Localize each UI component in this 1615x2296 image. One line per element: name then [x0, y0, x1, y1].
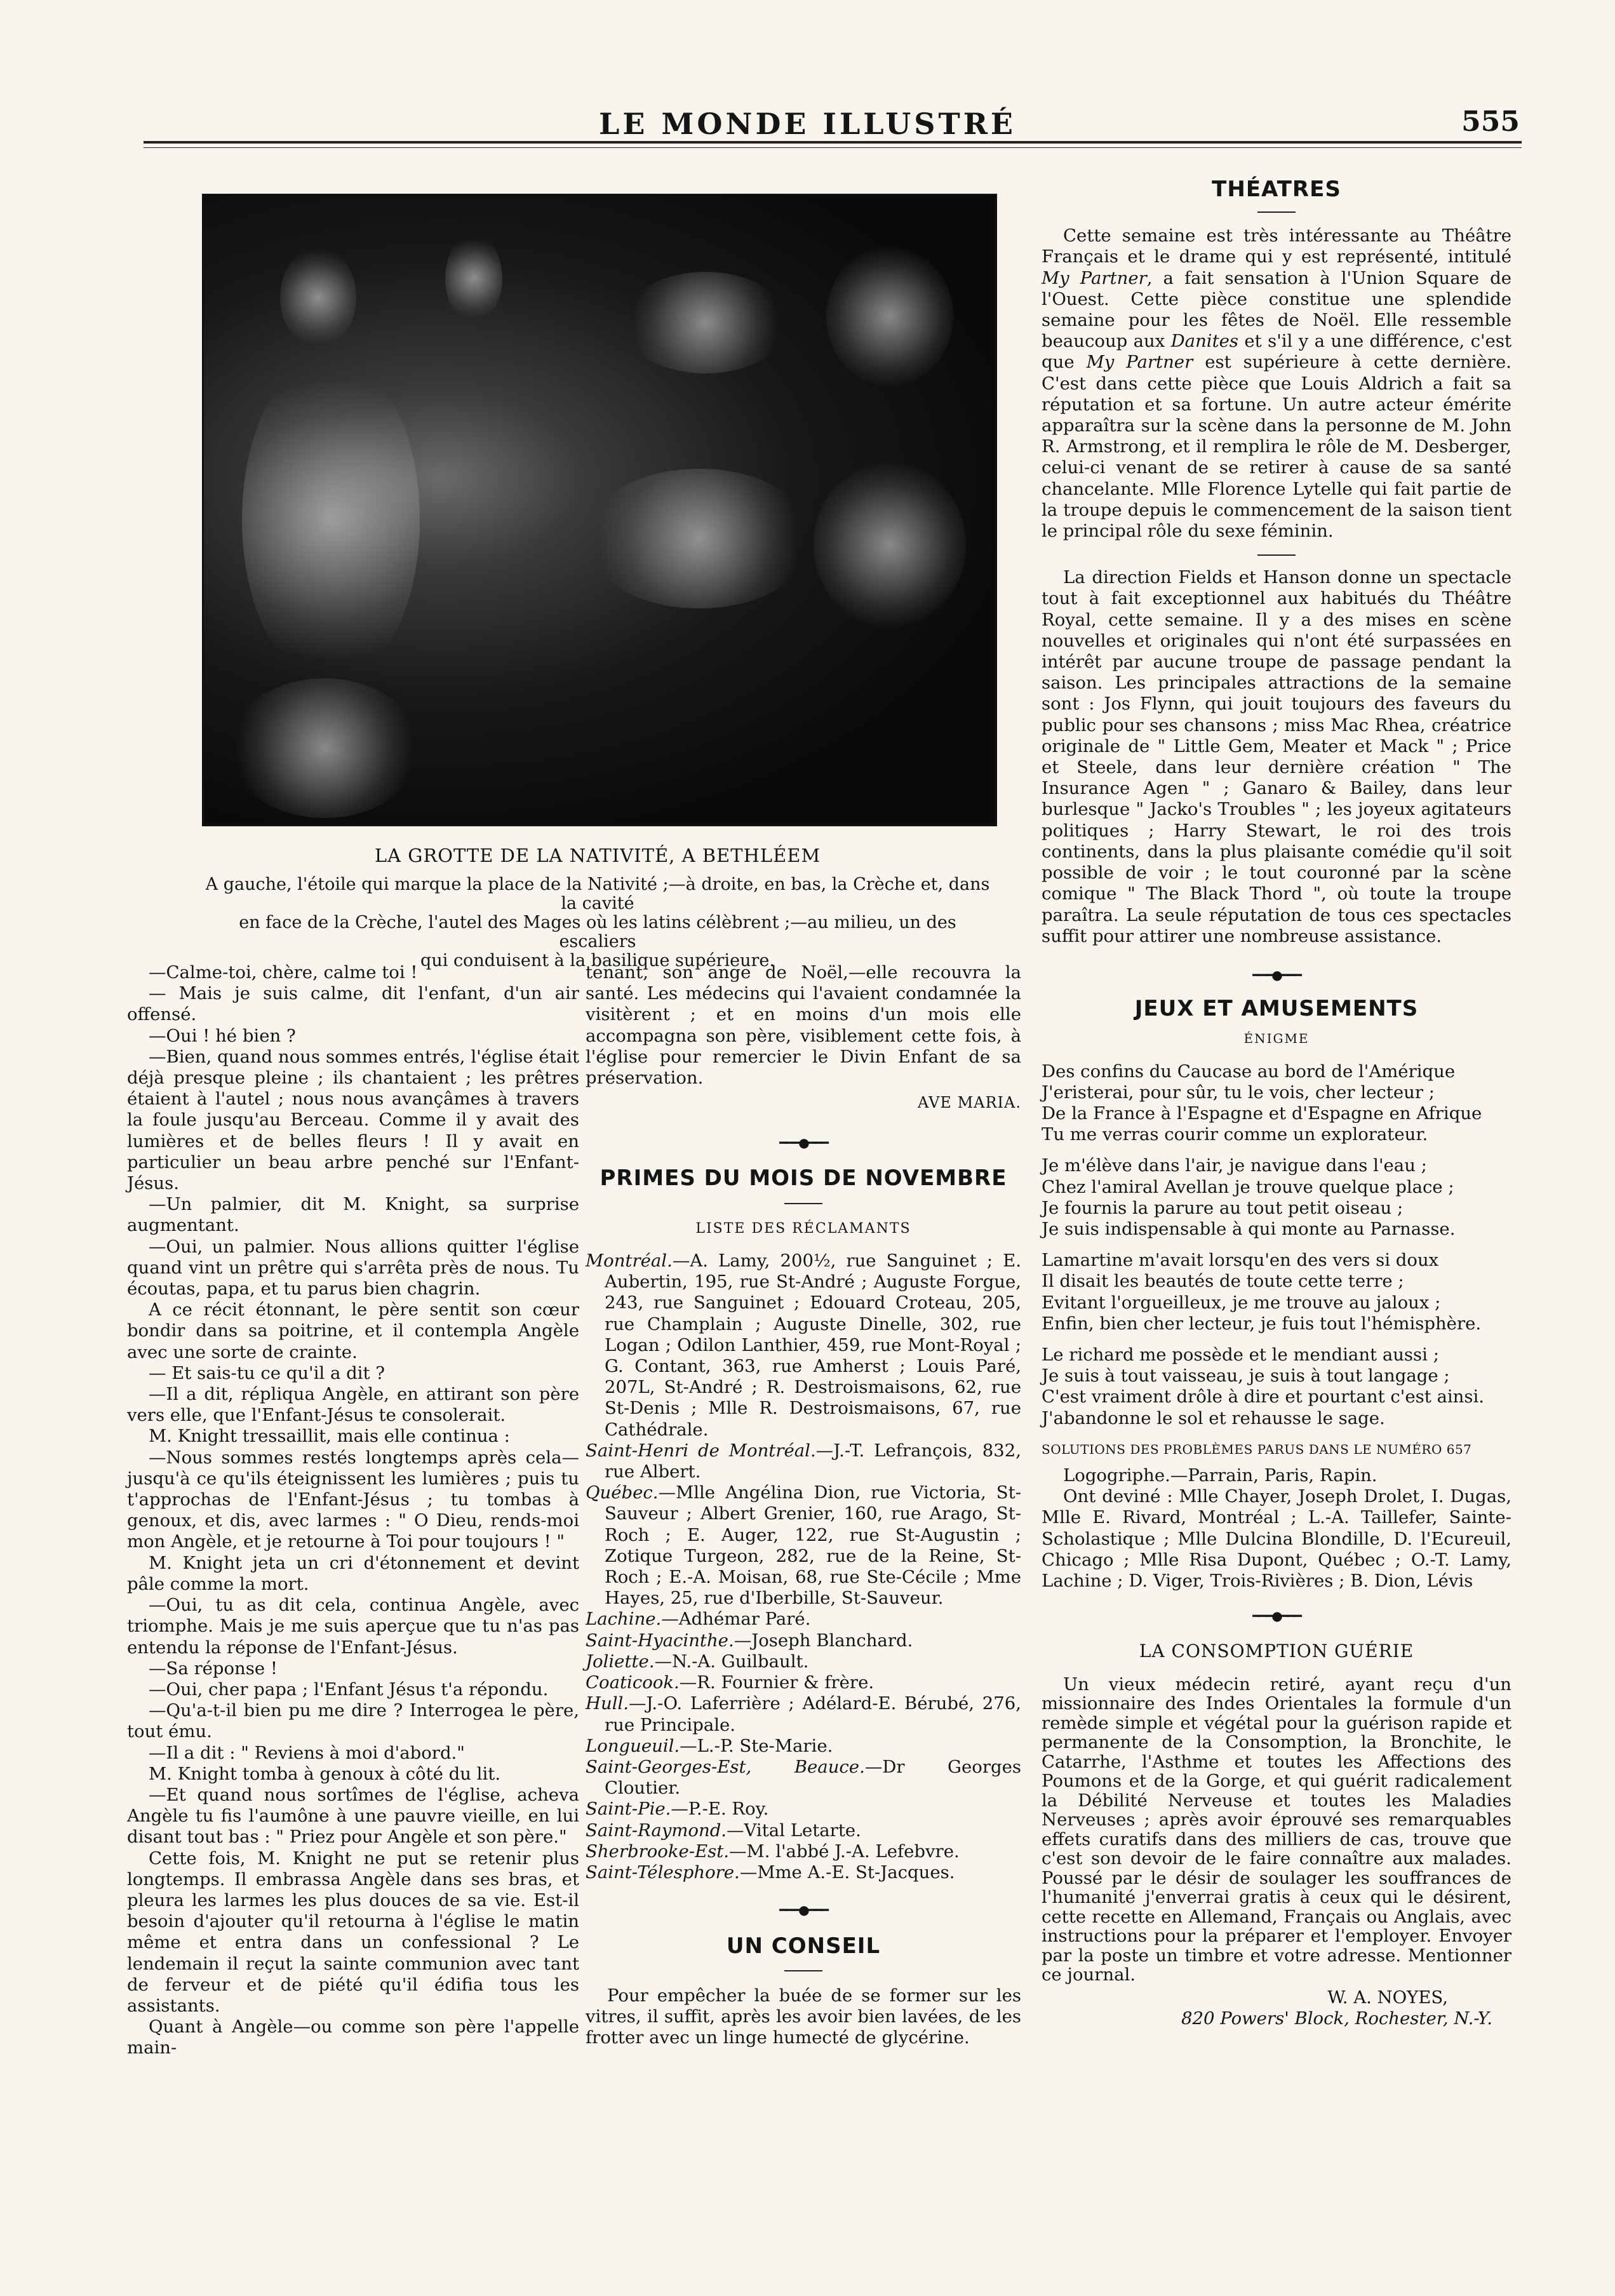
- primes-names: —J.-T. Lefrançois, 832, rue Albert.: [605, 1440, 1021, 1482]
- story-paragraph: M. Knight tressaillit, mais elle continua :: [149, 1426, 510, 1447]
- primes-place: Saint-Télesphore.: [586, 1862, 740, 1883]
- right-column: [1042, 179, 1511, 2029]
- text-run: est supérieure à cette dernière. C'est dans cette pièce que Louis Aldrich a fait sa réputation et sa fortune. Un autre acteur émérite apparaîtra sur la scène dans la personne de M. John R. Armstrong, et il remplira le rôle de M. Desberger, celui-ci venant de se retirer à cause de sa santé chancelante. Mlle Florence Lytelle qui fait partie de la troupe depuis le commencement de la saison tient le principal rôle du sexe féminin.: [1042, 352, 1511, 542]
- conseil-title: UN CONSEIL: [726, 1933, 881, 1959]
- primes-entry: [586, 1251, 1021, 1440]
- primes-place: Coaticook.: [586, 1672, 680, 1693]
- primes-names: —Vital Letarte.: [727, 1820, 861, 1841]
- play-title: Danites: [1170, 331, 1239, 352]
- story-column: [127, 962, 579, 2059]
- consomption-title: LA CONSOMPTION GUÉRIE: [1139, 1641, 1414, 1662]
- story-paragraph: — Mais je suis calme, dit l'enfant, d'un air offensé.: [127, 983, 579, 1025]
- enigme-poem: [1042, 1061, 1511, 1429]
- text-run: , a fait sensation à l'Union Square de l'Ouest. Cette pièce constitue une splendide semaine pour les fêtes de Noël. Elle ressemble beaucoup aux: [1042, 267, 1511, 352]
- primes-place: Saint-Georges-Est, Beauce.: [586, 1756, 865, 1777]
- header-rule: [144, 141, 1522, 144]
- story-paragraph: —Il a dit : " Reviens à moi d'abord.": [149, 1742, 465, 1763]
- consomption-signature: W. A. NOYES,: [1327, 1987, 1448, 2008]
- story-paragraph: —Bien, quand nous sommes entrés, l'église était déjà presque pleine ; ils chantaient ; les prêtres étaient à l'autel ; nous nous avançâmes à travers la foule jusqu'au Berceau. Comme il y avait des lumières et de belles fleurs ! Il y avait en particulier un beau arbre penché sur l'Enfant-Jésus.: [127, 1046, 579, 1194]
- story-paragraph: — Et sais-tu ce qu'il a dit ?: [149, 1362, 385, 1383]
- caption-line: A gauche, l'étoile qui marque la place de la Nativité ;—à droite, en bas, la Crèche et, dans la cavité: [205, 875, 990, 913]
- primes-title: PRIMES DU MOIS DE NOVEMBRE: [600, 1165, 1007, 1191]
- solutions-devine: Ont deviné : Mlle Chayer, Joseph Drolet, I. Dugas, Mlle E. Rivard, Montréal ; L.-A. Taillefer, Sainte-Scholastique ; Mlle Dulcina Blondille, D. l'Ecureuil, Chicago ; Mlle Risa Dupont, Québec ; O.-T. Lamy, Lachine ; D. Viger, Trois-Rivières ; B. Dion, Lévis: [1042, 1486, 1511, 1591]
- poem-stanza: [1042, 1155, 1511, 1240]
- consomption-address: 820 Powers' Block, Rochester, N.-Y.: [1181, 2008, 1492, 2029]
- primes-names: —R. Fournier & frère.: [679, 1672, 875, 1693]
- primes-entry: [586, 1630, 1021, 1651]
- primes-place: Saint-Hyacinthe.: [586, 1630, 734, 1651]
- title-rule: [784, 1970, 822, 1971]
- poem-line: Je fournis la parure au tout petit oiseau ;: [1042, 1197, 1404, 1218]
- primes-names: —J.-O. Laferrière ; Adélard-E. Bérubé, 276, rue Principale.: [605, 1693, 1021, 1735]
- story-paragraph: A ce récit étonnant, le père sentit son cœur bondir dans sa poitrine, et il contempla Angèle avec une sorte de crainte.: [127, 1299, 579, 1362]
- primes-names: —M. l'abbé J.-A. Lefebvre.: [729, 1841, 960, 1862]
- jeux-subtitle: ÉNIGME: [1243, 1031, 1310, 1047]
- poem-line: C'est vraiment drôle à dire et pourtant c'est ainsi.: [1042, 1386, 1485, 1407]
- primes-place: Saint-Raymond.: [586, 1820, 727, 1841]
- primes-place: Hull.: [586, 1693, 629, 1714]
- primes-place: Montréal.: [586, 1251, 673, 1272]
- primes-entry: [586, 1736, 1021, 1757]
- primes-list: [586, 1251, 1021, 1883]
- primes-names: —Joseph Blanchard.: [734, 1630, 913, 1651]
- poem-line: Lamartine m'avait lorsqu'en des vers si doux: [1042, 1250, 1439, 1271]
- poem-stanza: [1042, 1061, 1511, 1146]
- story-paragraph: —Calme-toi, chère, calme toi !: [149, 962, 418, 983]
- primes-place: Joliette.: [586, 1651, 655, 1672]
- primes-names: —Mlle Angélina Dion, rue Victoria, St-Sauveur ; Albert Grenier, 160, rue Arago, St-Roch ; E. Auger, 122, rue St-Augustin ; Zotique Turgeon, 282, rue de la Reine, St-Roch ; E.-A. Moisan, 68, rue Ste-Cécile ; Mme Hayes, 25, rue d'Iberbille, St-Sauveur.: [605, 1482, 1021, 1609]
- caption-line: qui conduisent à la basilique supérieure.: [420, 951, 775, 970]
- poem-stanza: [1042, 1345, 1511, 1429]
- solutions-title: SOLUTIONS DES PROBLÈMES PARUS DANS LE NUMÉRO 657: [1042, 1441, 1472, 1457]
- primes-names: —A. Lamy, 200½, rue Sanguinet ; E. Aubertin, 195, rue St-André ; Auguste Forgue, 243, rue Sanguinet ; Edouard Croteau, 205, rue Champlain ; Auguste Dinelle, 302, rue Logan ; Odilon Lanthier, 459, rue Mont-Royal ; G. Contant, 363, rue Amherst ; Louis Paré, 207L, St-André ; R. Destroismaisons, 62, rue St-Denis ; Mlle R. Destroismaisons, 67, rue Cathédrale.: [605, 1251, 1021, 1440]
- primes-entry: [586, 1820, 1021, 1841]
- section-ornament: ━━━●━━━: [779, 1902, 828, 1918]
- poem-line: De la France à l'Espagne et d'Espagne en Afrique: [1042, 1103, 1482, 1124]
- primes-entry: [586, 1672, 1021, 1693]
- illustration-caption-title: LA GROTTE DE LA NATIVITÉ, A BETHLÉEM: [374, 845, 821, 866]
- theatres-paragraph: [1042, 225, 1511, 542]
- story-paragraph: —Il a dit, répliqua Angèle, en attirant son père vers elle, que l'Enfant-Jésus te consolerait.: [127, 1384, 579, 1426]
- primes-entry: [586, 1609, 1021, 1630]
- poem-line: Je suis indispensable à qui monte au Parnasse.: [1042, 1218, 1456, 1239]
- story-continuation: tenant, son ange de Noël,—elle recouvra la santé. Les médecins qui l'avaient condamnée la visitèrent ; et en moins d'un mois elle accompagna son père, visiblement cette fois, à l'église pour remercier le Divin Enfant de sa préservation.: [586, 962, 1021, 1089]
- primes-entry: [586, 1799, 1021, 1820]
- middle-column: [586, 962, 1021, 2048]
- primes-names: —Adhémar Paré.: [661, 1609, 811, 1630]
- title-rule: [784, 1203, 822, 1204]
- primes-place: Québec.: [586, 1482, 659, 1503]
- story-paragraph: Quant à Angèle—ou comme son père l'appelle main-: [127, 2017, 579, 2058]
- story-paragraph: M. Knight jeta un cri d'étonnement et devint pâle comme la mort.: [127, 1552, 579, 1594]
- story-paragraph: —Oui, un palmier. Nous allions quitter l'église quand vint un prêtre qui s'arrêta près de nous. Tu écoutas, papa, et tu parus bien chagrin.: [127, 1236, 579, 1299]
- page-number: 555: [1461, 105, 1520, 138]
- play-title: My Partner: [1042, 267, 1147, 288]
- story-paragraph: —Nous sommes restés longtemps après cela—jusqu'à ce qu'ils éteignissent les lumières ; puis tu t'approchas de l'Enfant-Jésus ; tu tombas à genoux, et dis, avec larmes : " O Dieu, rends-moi mon Angèle, et je retourne à Toi pour toujours ! ": [127, 1447, 579, 1552]
- conseil-text: Pour empêcher la buée de se former sur les vitres, il suffit, après les avoir bien lavées, de les frotter avec un linge humecté de glycérine.: [586, 1985, 1021, 2048]
- text-run: et s'il y a une différence, c'est que: [1042, 331, 1511, 373]
- primes-entry: [586, 1693, 1021, 1735]
- text-run: Cette semaine est très intéressante au Théâtre Français et le drame qui y est représenté, intitulé: [1042, 225, 1511, 267]
- primes-names: —L.-P. Ste-Marie.: [680, 1735, 833, 1756]
- jeux-title: JEUX ET AMUSEMENTS: [1134, 996, 1419, 1022]
- poem-line: Le richard me possède et le mendiant aussi ;: [1042, 1344, 1439, 1365]
- poem-line: Tu me verras courir comme un explorateur.: [1042, 1124, 1428, 1145]
- caption-line: en face de la Crèche, l'autel des Mages où les latins célèbrent ;—au milieu, un des escaliers: [239, 913, 956, 951]
- primes-names: —N.-A. Guilbault.: [654, 1651, 809, 1672]
- primes-subtitle: LISTE DES RÉCLAMANTS: [695, 1220, 911, 1237]
- story-paragraph: —Et quand nous sortîmes de l'église, acheva Angèle tu fis l'aumône à une pauvre vieille, en lui disant tout bas : " Priez pour Angèle et son père.": [127, 1784, 579, 1848]
- primes-names: —Mme A.-E. St-Jacques.: [739, 1862, 955, 1883]
- section-ornament: ━━━●━━━: [1252, 967, 1301, 983]
- header-rule-thin: [144, 147, 1522, 148]
- poem-line: Des confins du Caucase au bord de l'Amérique: [1042, 1061, 1456, 1082]
- consomption-text: Un vieux médecin retiré, ayant reçu d'un missionnaire des Indes Orientales la formule d'un remède simple et végétal pour la guérison rapide et permanente de la Consomption, la Bronchite, le Catarrhe, l'Asthme et toutes les Affections des Poumons et de la Gorge, et qui guérit radicalement la Débilité Nerveuse et toutes les Maladies Nerveuses ; après avoir éprouvé ses remarquables effets curatifs dans des milliers de cas, trouve que c'est son devoir de le faire connaître aux malades. Poussé par le désir de soulager les souffrances de l'humanité j'enverrai gratis à ceux qui le désirent, cette recette en Allemand, Français ou Anglais, avec instructions pour la préparer et l'employer. Envoyer par la poste un timbre et votre adresse. Mentionner ce journal.: [1042, 1674, 1511, 1985]
- primes-entry: [586, 1482, 1021, 1609]
- primes-names: —Dr Georges Cloutier.: [605, 1756, 1021, 1799]
- solutions-logogriphe: Logogriphe.—Parrain, Paris, Rapin.: [1063, 1465, 1377, 1486]
- section-rule: [1257, 554, 1296, 556]
- poem-line: J'eristerai, pour sûr, tu le vois, cher lecteur ;: [1042, 1082, 1435, 1103]
- illustration-caption: [202, 875, 993, 970]
- primes-place: Sherbrooke-Est.: [586, 1841, 730, 1862]
- section-ornament: ━━━●━━━: [1252, 1608, 1301, 1624]
- poem-line: J'abandonne le sol et rehausse le sage.: [1042, 1407, 1385, 1428]
- story-paragraph: —Oui ! hé bien ?: [149, 1025, 296, 1046]
- title-rule: [1257, 211, 1296, 213]
- poem-line: Il disait les beautés de toute cette terre ;: [1042, 1271, 1404, 1292]
- poem-stanza: [1042, 1250, 1511, 1334]
- primes-entry: [586, 1841, 1021, 1862]
- poem-line: Enfin, bien cher lecteur, je fuis tout l'hémisphère.: [1042, 1313, 1482, 1334]
- poem-line: Chez l'amiral Avellan je trouve quelque place ;: [1042, 1176, 1454, 1197]
- primes-entry: [586, 1651, 1021, 1672]
- primes-place: Saint-Pie.: [586, 1799, 671, 1820]
- primes-entry: [586, 1440, 1021, 1482]
- primes-entry: [586, 1757, 1021, 1799]
- poem-line: Evitant l'orgueilleux, je me trouve au jaloux ;: [1042, 1292, 1441, 1313]
- masthead-title: LE MONDE ILLUSTRÉ: [599, 107, 1016, 141]
- story-paragraph: —Qu'a-t-il bien pu me dire ? Interrogea le père, tout ému.: [127, 1700, 579, 1742]
- poem-line: Je m'élève dans l'air, je navigue dans l'eau ;: [1042, 1155, 1427, 1176]
- story-paragraph: —Oui, cher papa ; l'Enfant Jésus t'a répondu.: [149, 1679, 549, 1700]
- story-paragraph: M. Knight tomba à genoux à côté du lit.: [149, 1763, 501, 1784]
- theatres-paragraph: La direction Fields et Hanson donne un spectacle tout à fait exceptionnel aux habitués du Théâtre Royal, cette semaine. Il y a des mises en scène nouvelles et originales qui n'ont été surpassées en intérêt par aucune troupe de passage pendant la saison. Les principales attractions de la semaine sont : Jos Flynn, qui jouit toujours des faveurs du public pour ses chansons ; miss Mac Rhea, créatrice originale de " Little Gem, Meater et Mack " ; Price et Steele, dans leur dernière création " The Insurance Agen " ; Ganaro & Bailey, dans leur burlesque " Jacko's Troubles " ; les joyeux agitateurs politiques ; Harry Stewart, le roi des trois continents, dans la plus plaisante comédie qu'il soit possible de voir ; le tout couronné par la scène comique " The Black Thord ", où toute la troupe paraîtra. La seule réputation de tous ces spectacles suffit pour attirer une nombreuse assistance.: [1042, 567, 1511, 946]
- primes-entry: [586, 1862, 1021, 1883]
- primes-place: Saint-Henri de Montréal.: [586, 1440, 816, 1461]
- play-title: My Partner: [1086, 352, 1193, 373]
- story-signature: AVE MARIA.: [917, 1094, 1021, 1112]
- theatres-title: THÉATRES: [1212, 177, 1341, 202]
- story-paragraph: —Un palmier, dit M. Knight, sa surprise augmentant.: [127, 1194, 579, 1236]
- story-paragraph: Cette fois, M. Knight ne put se retenir plus longtemps. Il embrassa Angèle dans ses bras, et pleura les larmes les plus douces de sa vie. Est-il besoin d'ajouter qu'il retourna à l'église le matin même et entra dans un confessional ? Le lendemain il reçut la sainte communion avec tant de ferveur et de piété qu'il édifia tous les assistants.: [127, 1848, 579, 2016]
- story-paragraph: —Oui, tu as dit cela, continua Angèle, avec triomphe. Mais je me suis aperçue que tu n'as pas entendu la réponse de l'Enfant-Jésus.: [127, 1595, 579, 1658]
- primes-place: Longueuil.: [586, 1735, 680, 1756]
- primes-place: Lachine.: [586, 1609, 662, 1630]
- primes-names: —P.-E. Roy.: [671, 1799, 769, 1820]
- story-paragraph: —Sa réponse !: [149, 1658, 278, 1679]
- section-ornament: ━━━●━━━: [779, 1135, 828, 1151]
- poem-line: Je suis à tout vaisseau, je suis à tout langage ;: [1042, 1366, 1450, 1386]
- grotto-photograph: [202, 194, 997, 826]
